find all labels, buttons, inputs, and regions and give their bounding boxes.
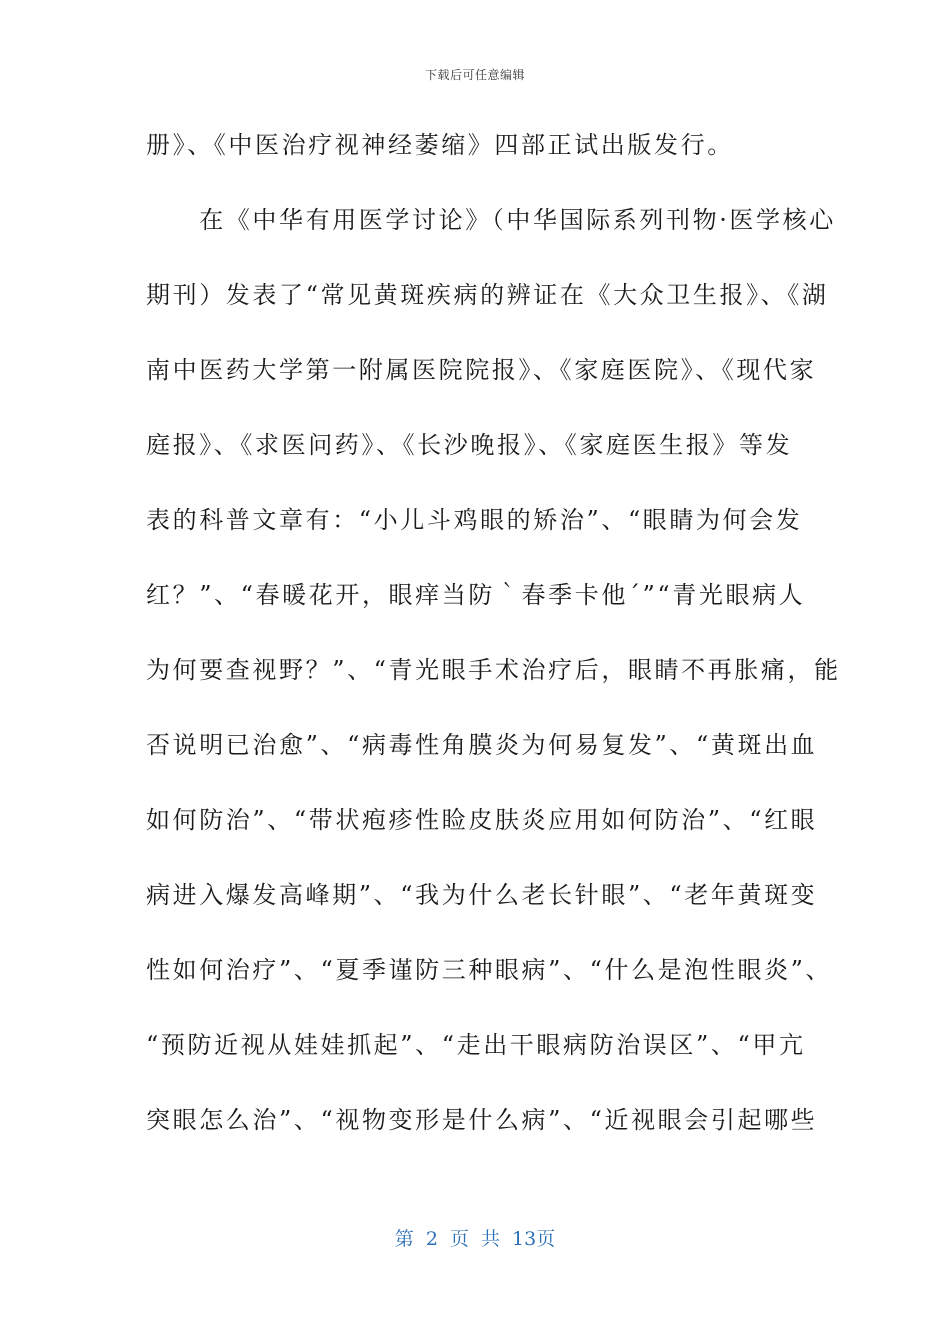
- text-line: 册》、《中医治疗视神经萎缩》四部正试出版发行。: [146, 131, 734, 159]
- text-line: “预防近视从娃娃抓起”、“走出干眼病防治误区”、“甲亢: [146, 1031, 806, 1059]
- text-line: 表的科普文章有：“小儿斗鸡眼的矫治”、“眼睛为何会发: [146, 506, 803, 534]
- text-line: 病进入爆发高峰期”、“我为什么老长针眼”、“老年黄斑变: [146, 881, 818, 909]
- page-number-footer: 第 2 页 共 13页: [394, 1228, 556, 1250]
- text-line: 期刊）发表了“常见黄斑疾病的辨证在《大众卫生报》、《湖: [146, 281, 829, 309]
- text-line: 如何防治”、“带状疱疹性睑皮肤炎应用如何防治”、“红眼: [146, 806, 818, 834]
- text-line: 否说明已治愈”、“病毒性角膜炎为何易复发”、“黄斑出血: [146, 731, 818, 759]
- text-line: 突眼怎么治”、“视物变形是什么病”、“近视眼会引起哪些: [146, 1106, 818, 1134]
- text-line: 南中医药大学第一附属医院院报》、《家庭医院》、《现代家: [146, 356, 817, 384]
- page-header: 下载后可任意编辑: [424, 68, 525, 82]
- document-body: [146, 120, 841, 1170]
- text-line: 性如何治疗”、“夏季谨防三种眼病”、“什么是泡性眼炎”、: [146, 956, 833, 984]
- text-line: 为何要查视野？”、“青光眼手术治疗后，眼睛不再胀痛，能: [146, 656, 841, 684]
- text-line: 在《中华有用医学讨论》（中华国际系列刊物·医学核心: [146, 206, 836, 234]
- text-line: 红？”、“春暖花开，眼痒当防｀春季卡他´”“青光眼病人: [146, 581, 806, 609]
- text-line: 庭报》、《求医问药》、《长沙晚报》、《家庭医生报》等发: [146, 431, 793, 459]
